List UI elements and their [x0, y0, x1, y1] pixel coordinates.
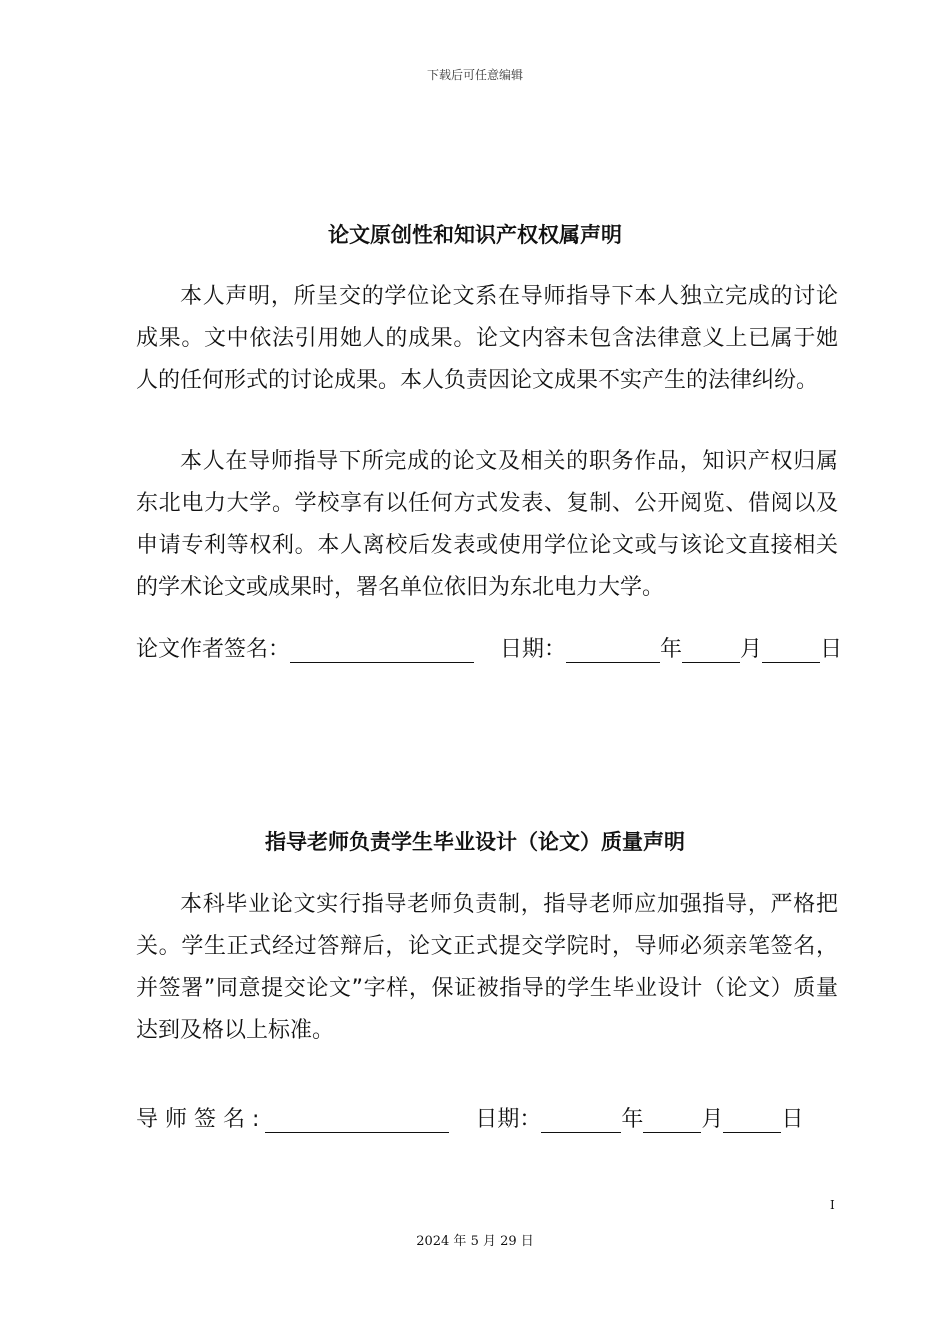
- author-date-month-field[interactable]: [682, 636, 740, 663]
- advisor-date-month-field[interactable]: [643, 1106, 701, 1133]
- section2-title: 指导老师负责学生毕业设计（论文）质量声明: [265, 830, 685, 854]
- page-number: I: [830, 1198, 835, 1212]
- author-month-label: 月: [740, 637, 763, 662]
- advisor-date-year-field[interactable]: [541, 1106, 621, 1133]
- advisor-day-label: 日: [781, 1107, 804, 1132]
- author-date-year-field[interactable]: [566, 636, 660, 663]
- advisor-month-label: 月: [701, 1107, 724, 1132]
- section1-title: 论文原创性和知识产权权属声明: [328, 223, 622, 247]
- page-header: 下载后可任意编辑: [426, 68, 523, 82]
- author-signature-line: [136, 632, 856, 668]
- author-signature-field[interactable]: [290, 636, 474, 663]
- advisor-signature-field[interactable]: [265, 1106, 449, 1133]
- author-date-day-field[interactable]: [762, 636, 820, 663]
- advisor-year-label: 年: [621, 1107, 644, 1132]
- section2-paragraph-1: 本科毕业论文实行指导老师负责制，指导老师应加强指导，严格把关。学生正式经过答辩后，论文正式提交学院时，导师必须亲笔签名，并签署”同意提交论文”字样，保证被指导的学生毕业设计（论文）质量达到及格以上标准。: [136, 892, 838, 1043]
- author-year-label: 年: [660, 637, 683, 662]
- section1-paragraph-1: 本人声明，所呈交的学位论文系在导师指导下本人独立完成的讨论成果。文中依法引用她人的成果。论文内容未包含法律意义上已属于她人的任何形式的讨论成果。本人负责因论文成果不实产生的法律纠纷。: [136, 284, 838, 393]
- page-footer-date: 2024 年 5 月 29 日: [416, 1234, 534, 1249]
- advisor-signature-line: [136, 1102, 856, 1138]
- author-signature-label: 论文作者签名：: [136, 637, 291, 662]
- author-date-label: 日期：: [500, 637, 567, 662]
- author-day-label: 日: [820, 637, 843, 662]
- advisor-date-day-field[interactable]: [723, 1106, 781, 1133]
- advisor-signature-label: 导 师 签 名 :: [136, 1107, 260, 1132]
- advisor-date-label: 日期：: [475, 1107, 542, 1132]
- section1-paragraph-2: 本人在导师指导下所完成的论文及相关的职务作品，知识产权归属东北电力大学。学校享有以任何方式发表、复制、公开阅览、借阅以及申请专利等权利。本人离校后发表或使用学位论文或与该论文直接相关的学术论文或成果时，署名单位依旧为东北电力大学。: [136, 449, 838, 600]
